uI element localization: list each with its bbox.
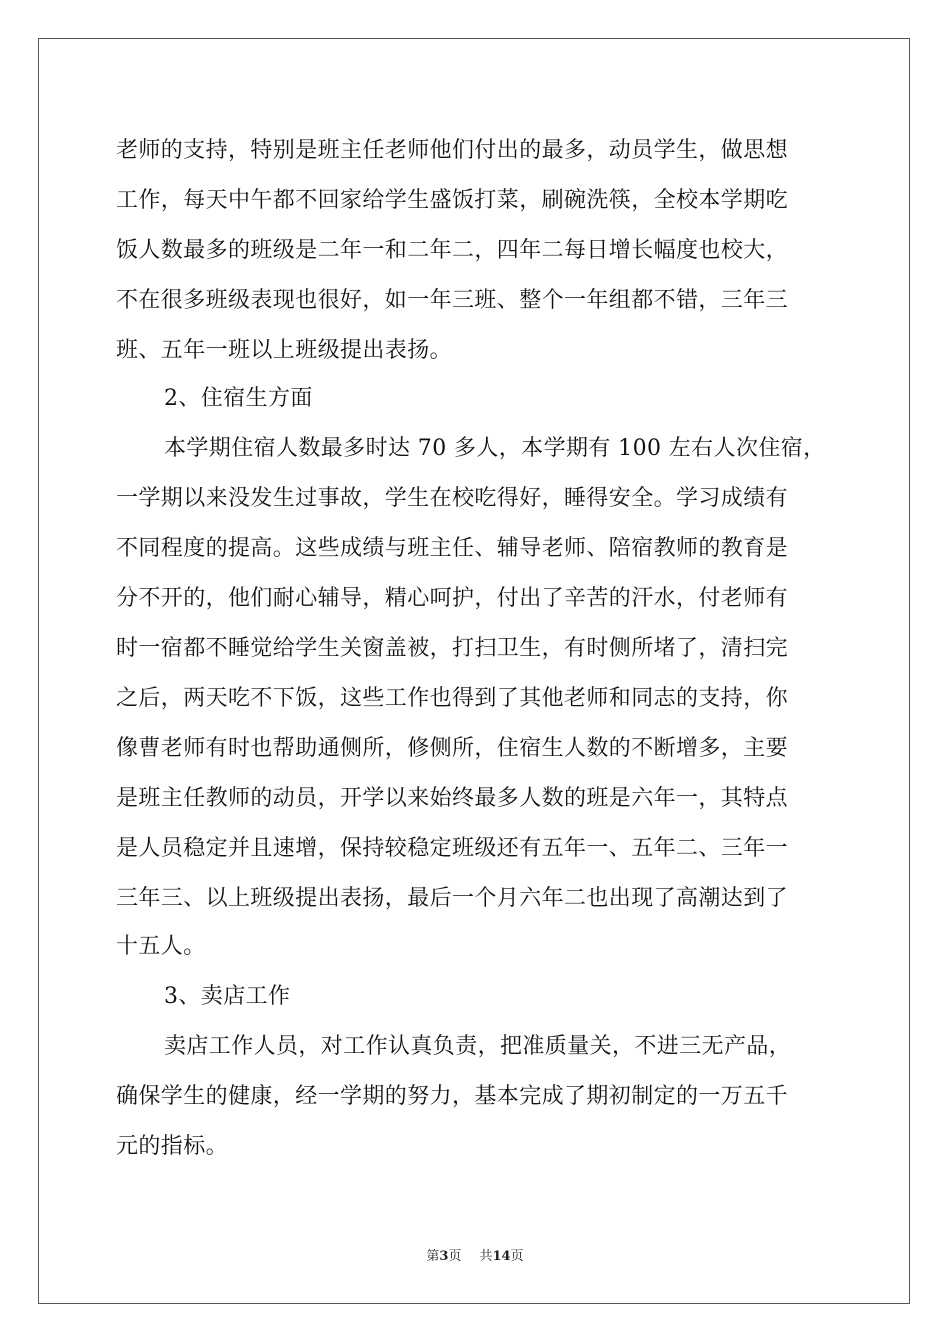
- text-line: 不在很多班级表现也很好，如一年三班、整个一年组都不错，三年三: [116, 288, 789, 313]
- page-number: 3: [439, 1249, 449, 1264]
- text-line: 三年三、以上班级提出表扬，最后一个月六年二也出现了高潮达到了: [116, 886, 789, 911]
- section-heading: 3、卖店工作: [164, 984, 291, 1009]
- text-line: 老师的支持，特别是班主任老师他们付出的最多，动员学生，做思想: [116, 138, 789, 163]
- text-line: 是班主任教师的动员，开学以来始终最多人数的班是六年一，其特点: [116, 786, 789, 811]
- page-footer: [0, 1248, 950, 1266]
- text-line: 元的指标。: [116, 1134, 229, 1159]
- text-line: 饭人数最多的班级是二年一和二年二，四年二每日增长幅度也校大，: [116, 238, 789, 263]
- text-line: 一学期以来没发生过事故，学生在校吃得好，睡得安全。学习成绩有: [116, 486, 789, 511]
- text-line: 是人员稳定并且速增，保持较稳定班级还有五年一、五年二、三年一: [116, 836, 789, 861]
- text-line: 班、五年一班以上班级提出表扬。: [116, 338, 453, 363]
- total-pages-indicator: 共14页: [479, 1249, 524, 1264]
- text-line: 本学期住宿人数最多时达 70 多人，本学期有 100 左右人次住宿，: [164, 436, 826, 461]
- text-line: 确保学生的健康，经一学期的努力，基本完成了期初制定的一万五千: [116, 1084, 789, 1109]
- page-indicator: 第3页: [426, 1249, 462, 1264]
- page-border: [38, 38, 910, 1304]
- text-line: 不同程度的提高。这些成绩与班主任、辅导老师、陪宿教师的教育是: [116, 536, 789, 561]
- total-pages: 14: [492, 1249, 511, 1264]
- text-line: 卖店工作人员，对工作认真负责，把准质量关，不进三无产品，: [164, 1034, 792, 1059]
- section-heading: 2、住宿生方面: [164, 386, 313, 411]
- text-line: 时一宿都不睡觉给学生关窗盖被，打扫卫生，有时侧所堵了，清扫完: [116, 636, 789, 661]
- text-line: 工作，每天中午都不回家给学生盛饭打菜，刷碗洗筷，全校本学期吃: [116, 188, 789, 213]
- text-line: 之后，两天吃不下饭，这些工作也得到了其他老师和同志的支持，你: [116, 686, 789, 711]
- text-line: 分不开的，他们耐心辅导，精心呵护，付出了辛苦的汗水，付老师有: [116, 586, 789, 611]
- text-line: 像曹老师有时也帮助通侧所，修侧所，住宿生人数的不断增多，主要: [116, 736, 789, 761]
- text-line: 十五人。: [116, 934, 206, 959]
